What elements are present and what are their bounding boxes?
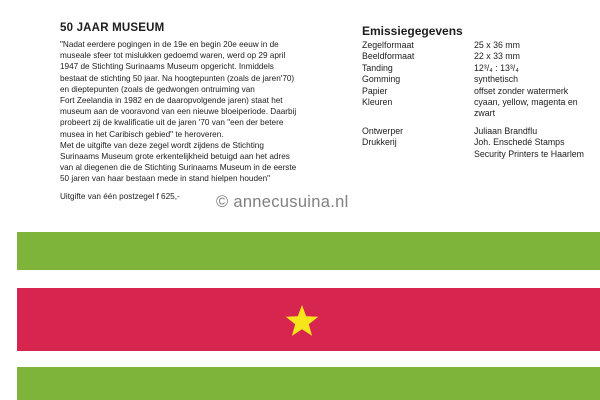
spec-value (474, 126, 592, 137)
spec-label: Gomming (362, 74, 401, 85)
page-title: 50 JAAR MUSEUM (60, 22, 165, 34)
flag-white-stripe-top (17, 270, 600, 288)
spec-row-ontwerper (362, 126, 592, 137)
paragraph-line: musea in het Caribisch gebied" te heroveren. (60, 129, 224, 139)
paragraph-line: "Nadat eerdere pogingen in de 19e en begin 20e eeuw in de (60, 40, 279, 49)
flag-white-stripe-bottom (17, 351, 600, 367)
issue-note: Uitgifte van één postzegel f 625,- (60, 191, 180, 201)
star-icon (284, 303, 320, 339)
spec-label: Tanding (362, 62, 393, 73)
museum-text-column (60, 22, 350, 202)
spec-value (474, 97, 592, 120)
spec-value (474, 40, 592, 51)
flag-green-stripe-top (17, 232, 600, 270)
paragraph-line: en dieptepunten (zoals de gedwongen ontruiming van (60, 84, 255, 94)
spec-label: Drukkerij (362, 137, 397, 148)
paragraph-line: probeert zij de kwalificatie uit de jaren '70 van "een der betere (60, 118, 284, 128)
spec-row-zegelformaat (362, 40, 592, 51)
spec-row-gomming (362, 74, 592, 85)
emission-details (362, 24, 592, 160)
paragraph-line: Surinaams Museum grote erkentelijkheid betuigd aan het adres (60, 152, 290, 162)
spec-label: Beeldformaat (362, 51, 415, 62)
spec-label: Kleuren (362, 97, 393, 108)
spec-row-kleuren (362, 97, 592, 120)
spec-row-drukkerij (362, 137, 592, 160)
spec-value-line: cyaan, yellow, magenta en (474, 97, 578, 108)
spec-value-line: synthetisch (474, 74, 519, 85)
spec-value-line: zwart (474, 108, 496, 119)
spec-row-beeldformaat (362, 51, 592, 62)
paragraph-line: van al diegenen die de Stichting Surinaams Museum in de eerste (60, 163, 297, 173)
paragraph-line: museum aan de vooravond van een nieuwe bloeiperiode. Daarbij (60, 107, 297, 117)
paragraph-line: Fort Zeelandia in 1982 en de daaropvolgende jaren) staat het (60, 96, 283, 106)
spec-value-line: 12³/₄ : 13³/₄ (474, 62, 519, 73)
spec-value-line: 25 x 36 mm (474, 40, 520, 50)
museum-paragraph (60, 39, 350, 185)
watermark: © annecusuina.nl (216, 193, 349, 211)
spec-value-line: Joh. Enschedé Stamps (474, 137, 565, 148)
paragraph-line: 1947 de Stichting Surinaams Museum opgericht. Inmiddels (60, 62, 274, 72)
spec-row-tanding (362, 63, 592, 74)
spec-value (474, 137, 592, 160)
flag-green-stripe-bottom (17, 367, 600, 400)
spec-label: Zegelformaat (362, 40, 414, 50)
paragraph-line: 50 jaren van haar bestaan mede in stand hielpen houden" (60, 174, 271, 184)
paragraph-line: Met de uitgifte van deze zegel wordt zijdens de Stichting (60, 140, 264, 150)
paragraph-line: bestaat de stichting 50 jaar. Na hoogtepunten (zoals de jaren'70) (60, 73, 295, 83)
spec-value-line: Security Printers te Haarlem (474, 148, 584, 159)
spec-label: Papier (362, 85, 388, 96)
spec-row-papier (362, 86, 592, 97)
spec-value (474, 51, 592, 62)
spec-value (474, 74, 592, 85)
spec-value (474, 86, 592, 97)
spec-value-line: 22 x 33 mm (474, 51, 520, 62)
spec-value (474, 63, 592, 74)
spec-value-line: offset zonder watermerk (474, 85, 569, 96)
spec-label: Ontwerper (362, 125, 404, 136)
emission-title: Emissiegegevens (362, 24, 463, 38)
spec-value-line: Juliaan Brandflu (474, 125, 538, 136)
paragraph-line: museale sfeer tot mislukken gedoemd waren, werd op 29 april (60, 51, 286, 61)
